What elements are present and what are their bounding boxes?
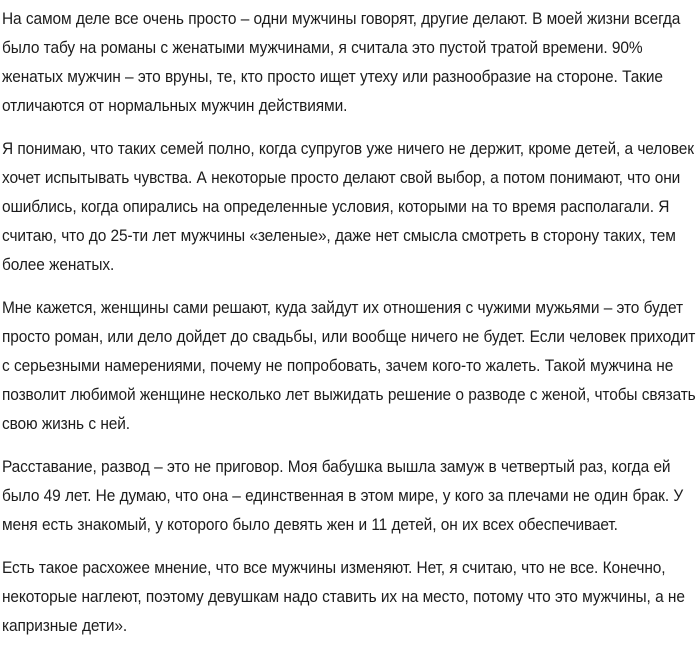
article-paragraph: Есть такое расхожее мнение, что все мужчины изменяют. Нет, я считаю, что не все. Конечно, некоторые наглеют, поэтому девушкам надо ставить их на место, потому что это мужчины, а не капризные дети». (2, 559, 685, 635)
article-paragraph: На самом деле все очень просто – одни мужчины говорят, другие делают. В моей жизни всегда было табу на романы с женатыми мужчинами, я считала это пустой тратой времени. 90% женатых мужчин – это вруны, те, кто просто ищет утеху или разнообразие на стороне. Такие отличаются от нормальных мужчин действиями. (2, 10, 681, 115)
article-paragraph: Я понимаю, что таких семей полно, когда супругов уже ничего не держит, кроме детей, а человек хочет испытывать чувства. А некоторые просто делают свой выбор, а потом понимают, что они ошиблись, когда опирались на определенные условия, которыми на то время располагали. Я считаю, что до 25-ти лет мужчины «зеленые», даже нет смысла смотреть в сторону таких, тем более женатых. (2, 140, 694, 274)
article-paragraph: Мне кажется, женщины сами решают, куда зайдут их отношения с чужими мужьями – это будет просто роман, или дело дойдет до свадьбы, или вообще ничего не будет. Если человек приходит с серьезными намерениями, почему не попробовать, зачем кого-то жалеть. Такой мужчина не позволит любимой женщине несколько лет выжидать решение о разводе с женой, чтобы связать свою жизнь с ней. (2, 299, 696, 433)
article-paragraph: Расставание, развод – это не приговор. Моя бабушка вышла замуж в четвертый раз, когда ей было 49 лет. Не думаю, что она – единственная в этом мире, у кого за плечами не один брак. У меня есть знакомый, у которого было девять жен и 11 детей, он их всех обеспечивает. (2, 458, 684, 534)
